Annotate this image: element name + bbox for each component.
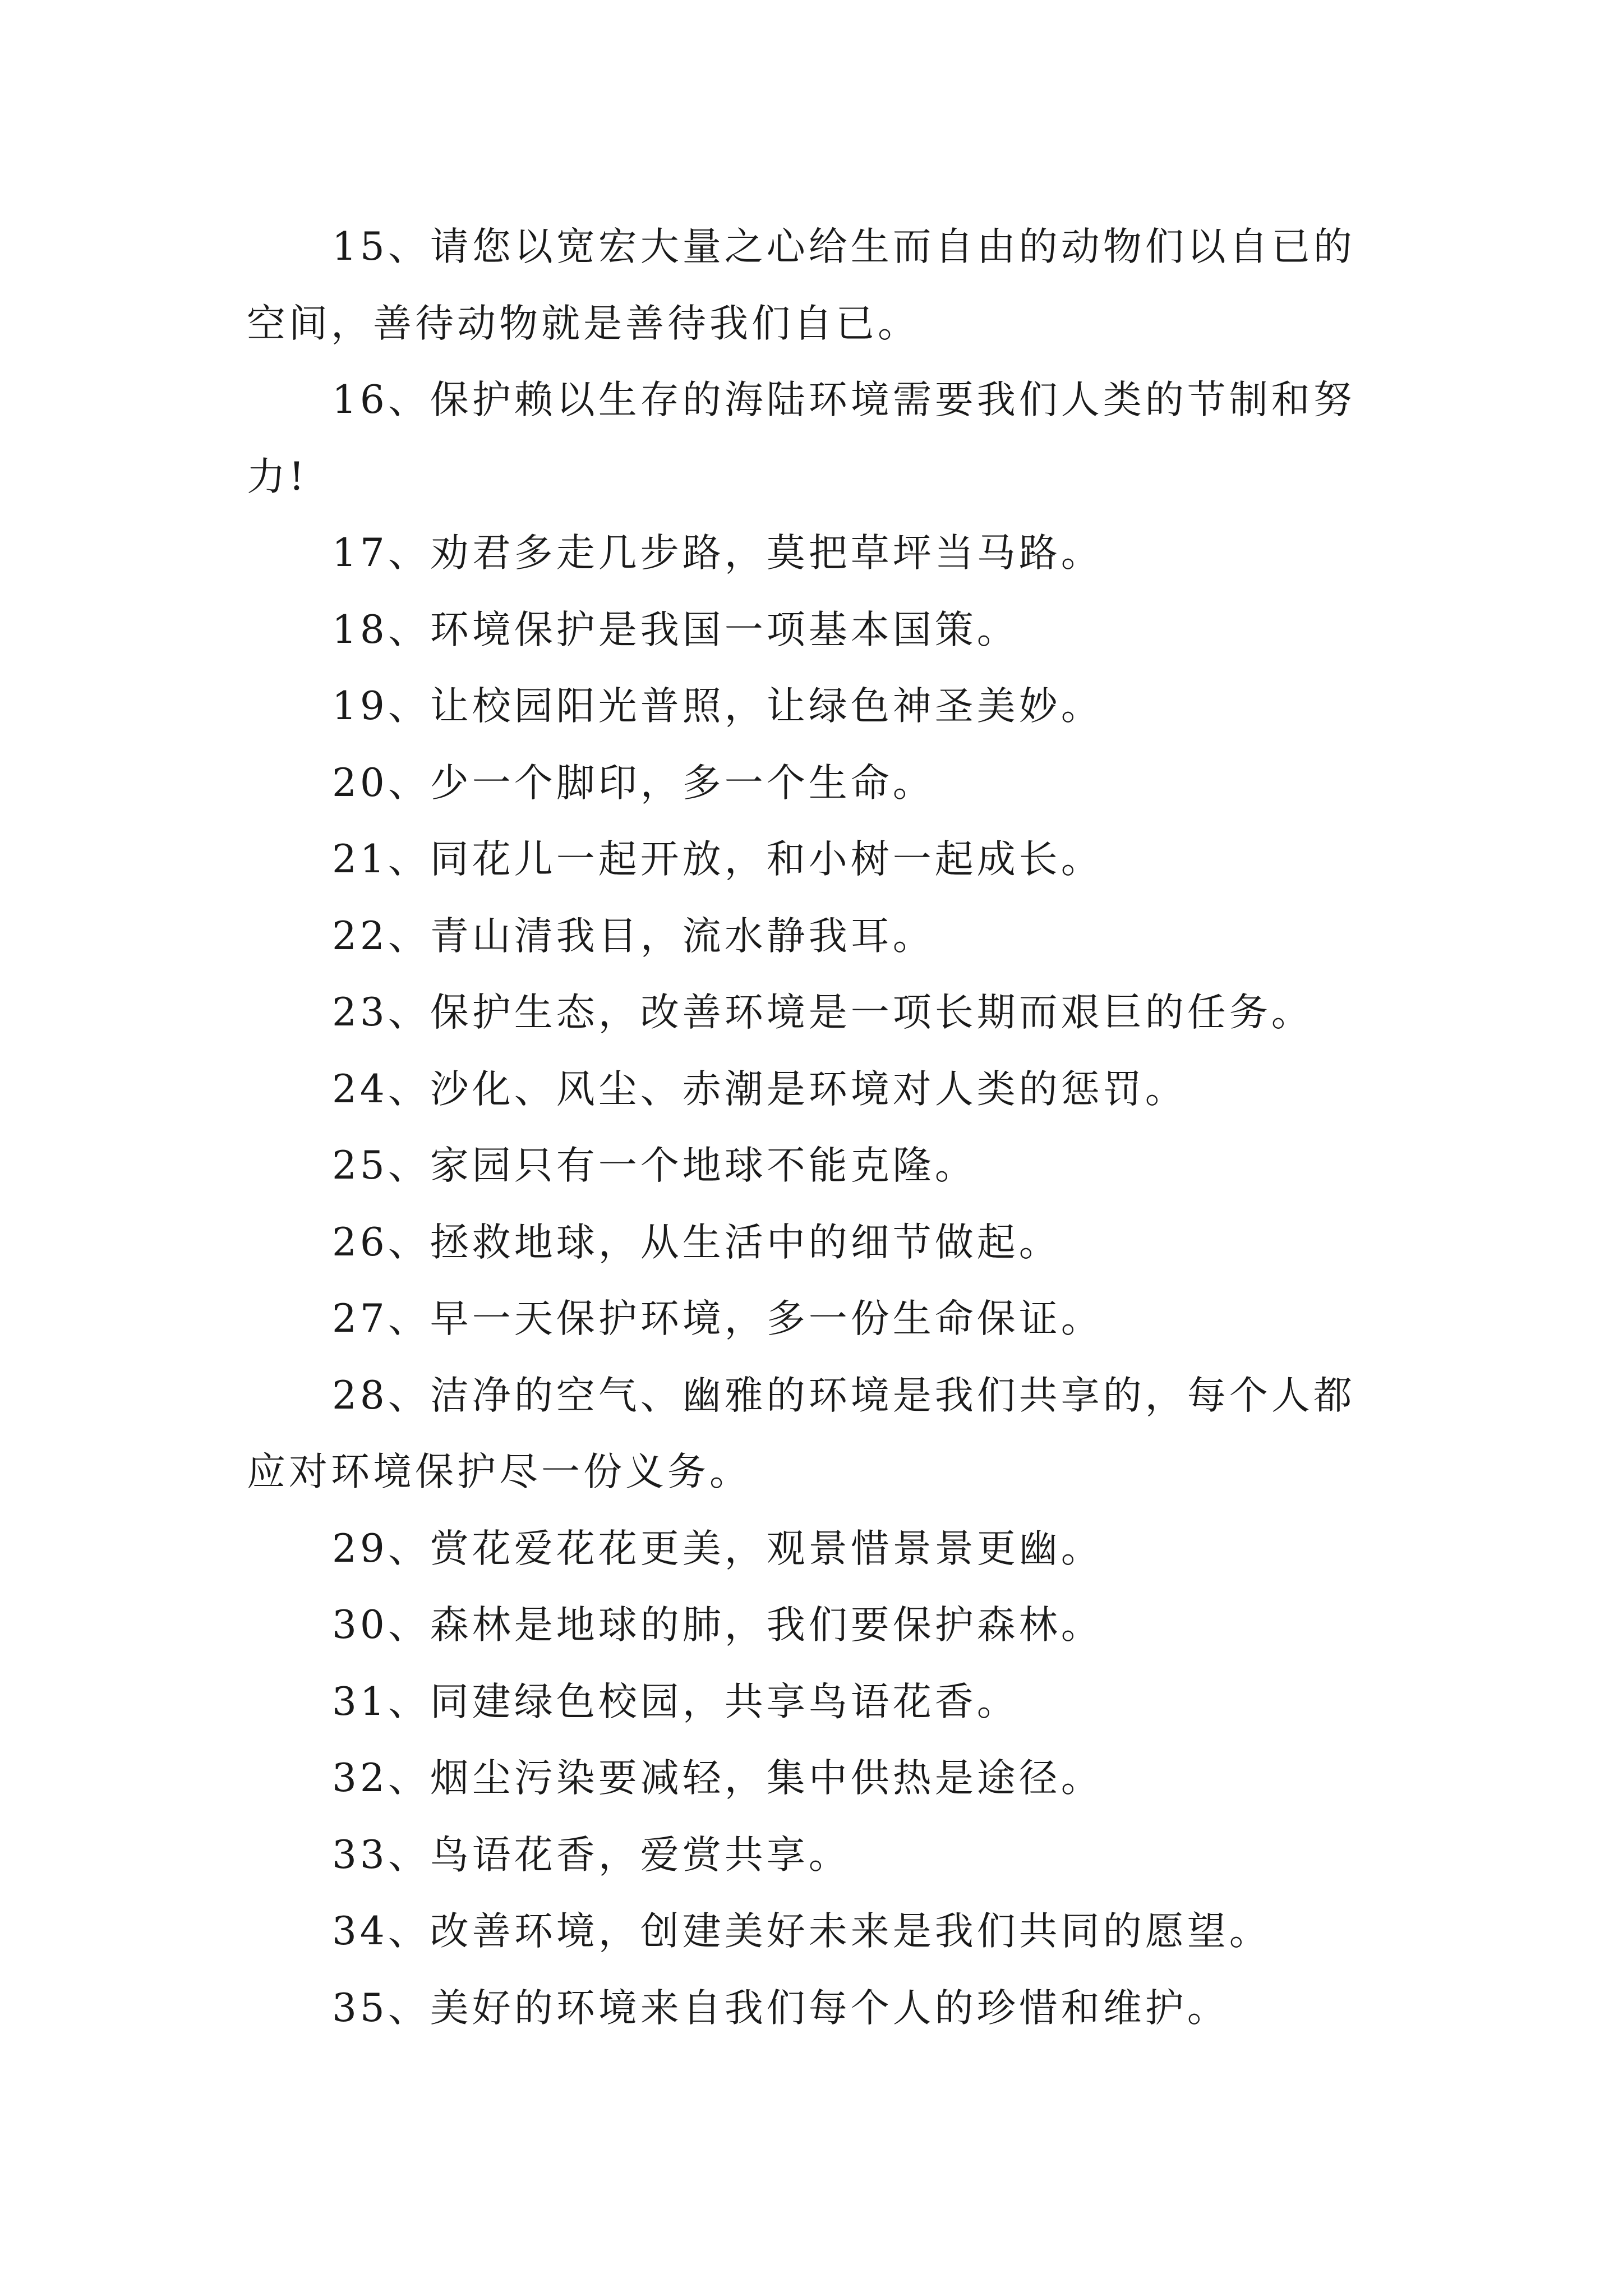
slogan-17: 17、劝君多走几步路，莫把草坪当马路。 bbox=[332, 531, 1103, 576]
slogan-15: 15、请您以宽宏大量之心给生而自由的动物们以自已的空间，善待动物就是善待我们自已。 bbox=[247, 224, 1355, 346]
slogan-28: 28、洁净的空气、幽雅的环境是我们共享的，每个人都应对环境保护尽一份义务。 bbox=[247, 1373, 1355, 1494]
slogan-34: 34、改善环境，创建美好未来是我们共同的愿望。 bbox=[332, 1909, 1271, 1954]
slogan-18: 18、环境保护是我国一项基本国策。 bbox=[332, 607, 1019, 652]
slogan-25: 25、家园只有一个地球不能克隆。 bbox=[332, 1143, 977, 1188]
slogan-16: 16、保护赖以生存的海陆环境需要我们人类的节制和努力! bbox=[247, 378, 1355, 499]
slogan-31: 31、同建绿色校园，共享鸟语花香。 bbox=[332, 1679, 1019, 1724]
slogan-23: 23、保护生态，改善环境是一项长期而艰巨的任务。 bbox=[332, 990, 1313, 1035]
slogan-29: 29、赏花爱花花更美，观景惜景景更幽。 bbox=[332, 1526, 1103, 1571]
slogan-27: 27、早一天保护环境，多一份生命保证。 bbox=[332, 1296, 1103, 1341]
slogan-30: 30、森林是地球的肺，我们要保护森林。 bbox=[332, 1603, 1103, 1648]
slogan-19: 19、让校园阳光普照，让绿色神圣美妙。 bbox=[332, 684, 1103, 729]
slogan-20: 20、少一个脚印，多一个生命。 bbox=[332, 760, 935, 806]
slogan-26: 26、拯救地球，从生活中的细节做起。 bbox=[332, 1220, 1061, 1265]
document-body bbox=[247, 209, 1380, 2046]
slogan-21: 21、同花儿一起开放，和小树一起成长。 bbox=[332, 837, 1103, 882]
slogan-22: 22、青山清我目，流水静我耳。 bbox=[332, 913, 935, 959]
slogan-32: 32、烟尘污染要减轻，集中供热是途径。 bbox=[332, 1756, 1103, 1801]
slogan-33: 33、鸟语花香，爱赏共享。 bbox=[332, 1832, 851, 1878]
slogan-35: 35、美好的环境来自我们每个人的珍惜和维护。 bbox=[332, 1985, 1229, 2031]
slogan-24: 24、沙化、风尘、赤潮是环境对人类的惩罚。 bbox=[332, 1066, 1187, 1112]
